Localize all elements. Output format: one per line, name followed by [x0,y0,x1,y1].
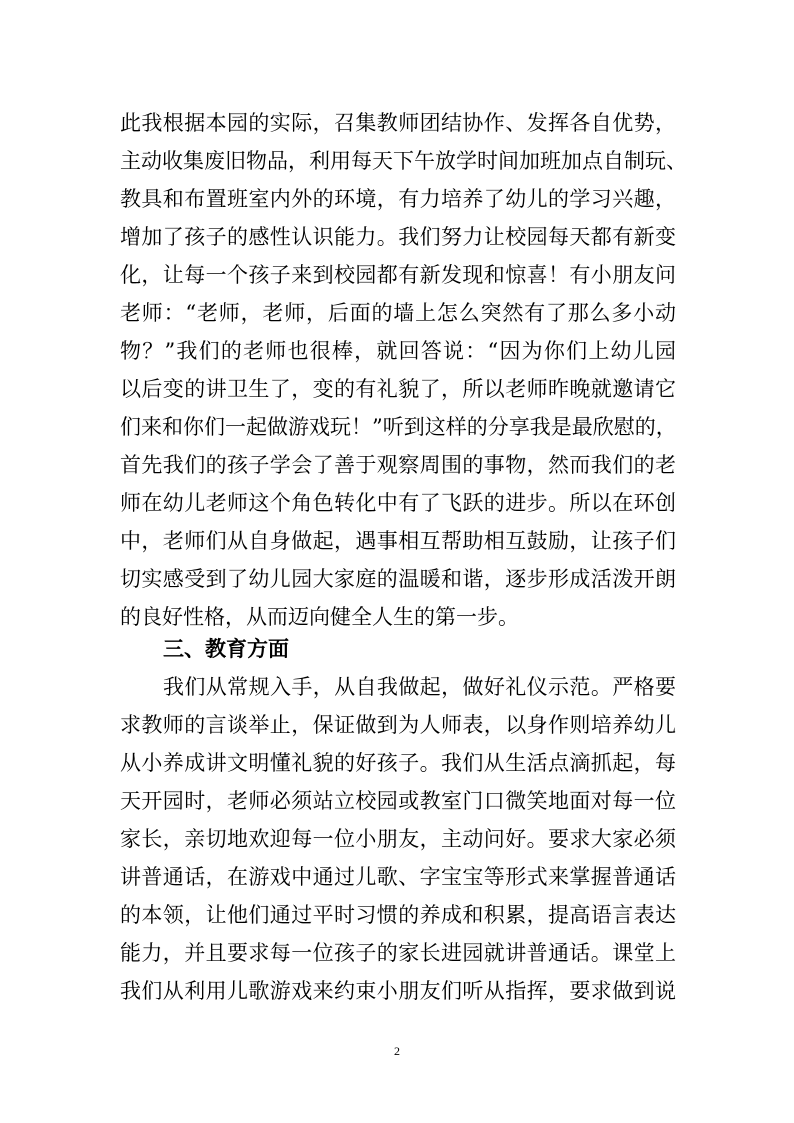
text-line: 能力，并且要求每一位孩子的家长进园就讲普通话。课堂上 [120,941,676,965]
text-line: 老师：“老师，老师，后面的墙上怎么突然有了那么多小动 [120,301,676,325]
text-line: 教具和布置班室内外的环境，有力培养了幼儿的学习兴趣， [120,187,676,211]
text-line: 师在幼儿老师这个角色转化中有了飞跃的进步。所以在环创 [120,491,676,515]
text-line: 的良好性格，从而迈向健全人生的第一步。 [120,605,519,629]
text-line: 们来和你们一起做游戏玩！”听到这样的分享我是最欣慰的， [120,415,677,439]
text-line: 我们从常规入手，从自我做起，做好礼仪示范。严格要 [163,675,676,699]
text-line: 家长，亲切地欢迎每一位小朋友，主动问好。要求大家必须 [120,827,676,851]
text-line: 切实感受到了幼儿园大家庭的温暖和谐，逐步形成活泼开朗 [120,567,676,591]
text-line: 我们从利用儿歌游戏来约束小朋友们听从指挥，要求做到说 [120,979,676,1003]
section-heading: 三、教育方面 [163,636,289,661]
text-line: 此我根据本园的实际，召集教师团结协作、发挥各自优势， [120,111,676,135]
text-line: 主动收集废旧物品，利用每天下午放学时间加班加点自制玩、 [120,149,687,173]
text-line: 天开园时，老师必须站立校园或教室门口微笑地面对每一位 [120,789,676,813]
text-line: 中，老师们从自身做起，遇事相互帮助相互鼓励，让孩子们 [120,529,676,553]
text-line: 的本领，让他们通过平时习惯的养成和积累，提高语言表达 [120,903,676,927]
text-line: 讲普通话，在游戏中通过儿歌、字宝宝等形式来掌握普通话 [120,865,676,889]
text-line: 增加了孩子的感性认识能力。我们努力让校园每天都有新变 [120,225,676,249]
page-number: 2 [394,1044,400,1058]
text-line: 求教师的言谈举止，保证做到为人师表，以身作则培养幼儿 [120,713,676,737]
text-line: 从小养成讲文明懂礼貌的好孩子。我们从生活点滴抓起，每 [120,751,676,775]
text-line: 以后变的讲卫生了，变的有礼貌了，所以老师昨晚就邀请它 [120,377,676,401]
text-line: 化，让每一个孩子来到校园都有新发现和惊喜！有小朋友问 [120,263,676,287]
text-line: 物？”我们的老师也很棒，就回答说：“因为你们上幼儿园 [120,339,676,363]
text-line: 首先我们的孩子学会了善于观察周围的事物，然而我们的老 [120,453,676,477]
